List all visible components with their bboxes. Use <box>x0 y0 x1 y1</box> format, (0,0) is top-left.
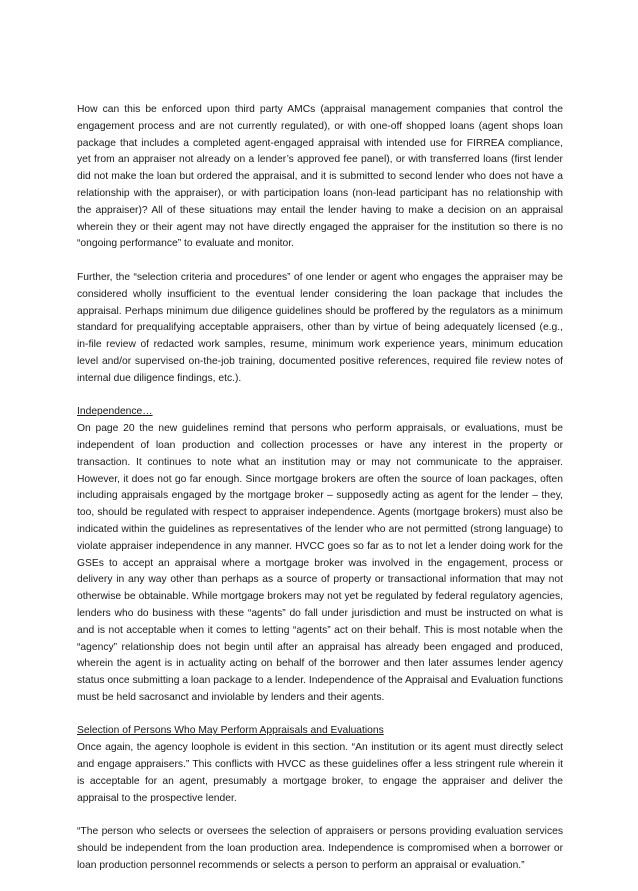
paragraph-amc-enforcement: How can this be enforced upon third party AMCs (appraisal management companies that control the engagement process and are not currently regulated), or with one-off shopped loans (agent shops loan package that includes a completed agent-engaged appraisal with intended use for FIRREA compliance, yet from an appraiser not already on a lender’s approved fee panel), or with transferred loans (first lender did not make the loan but ordered the appraisal, and it is submitted to second lender who does not have a relationship with the appraiser), or with participation loans (non-lead participant has no relationship with the appraiser)? All of these situations may entail the lender having to make a decision on an appraisal wherein they or their agent may not have directly engaged the appraiser for the institution so there is no “ongoing performance” to evaluate and monitor. <box>77 104 563 250</box>
paragraph-quote-selection: “The person who selects or oversees the selection of appraisers or persons providing evaluation services should be independent from the loan production area. Independence is compromised when a borrower or loan production personnel recommends or selects a person to perform an appraisal or evaluation.” <box>77 826 563 871</box>
section-heading-selection: Selection of Persons Who May Perform Appraisals and Evaluations <box>77 725 384 737</box>
document-page <box>77 102 563 891</box>
paragraph-independence: On page 20 the new guidelines remind that persons who perform appraisals, or evaluations, must be independent of loan production and collection processes or have any interest in the property or transaction. It continues to note what an institution may or may not communicate to the appraiser. However, it does not go far enough. Since mortgage brokers are often the source of loan packages, often including appraisals engaged by the mortgage broker – supposedly acting as agent for the lender – they, too, should be regulated with respect to appraiser independence. Agents (mortgage brokers) must also be indicated within the guidelines as representatives of the lender who are not permitted (strong language) to violate appraiser independence in any manner. HVCC goes so far as to not let a lender doing work for the GSEs to accept an appraisal where a mortgage broker was involved in the engagement, process or delivery in any way other than perhaps as a source of property or transactional information that may not otherwise be obtainable. While mortgage brokers may not yet be regulated by federal regulatory agencies, lenders who do business with these “agents” do fall under jurisdiction and must be instructed on what is and is not acceptable when it comes to letting “agents” act on their behalf. This is most notable when the “agency” relationship does not begin until after an appraisal has already been engaged and produced, wherein the agent is in actuality acting on behalf of the borrower and then later assumes lender agency status once submitting a loan package to a lender. Independence of the Appraisal and Evaluation functions must be held sacrosanct and inviolable by lenders and their agents. <box>77 423 564 703</box>
paragraph-selection-criteria: Further, the “selection criteria and procedures” of one lender or agent who engages the appraiser may be considered wholly insufficient to the eventual lender considering the loan package that includes the appraisal. Perhaps minimum due diligence guidelines should be proffered by the regulators as a minimum standard for prequalifying acceptable appraisers, other than by virtue of being adequately licensed (e.g., in-file review of redacted work samples, resume, minimum work experience years, minimum education level and/or supervised on-the-job training, documented positive references, required file review notes of internal due diligence findings, etc.). <box>77 271 563 384</box>
paragraph-agency-loophole: Once again, the agency loophole is evident in this section. “An institution or its agent must directly select and engage appraisers.” This conflicts with HVCC as these guidelines offer a less stringent rule wherein it is acceptable for an agent, presumably a mortgage broker, to engage the appraiser and deliver the appraisal to the prospective lender. <box>77 742 563 804</box>
section-heading-independence: Independence… <box>77 406 153 418</box>
